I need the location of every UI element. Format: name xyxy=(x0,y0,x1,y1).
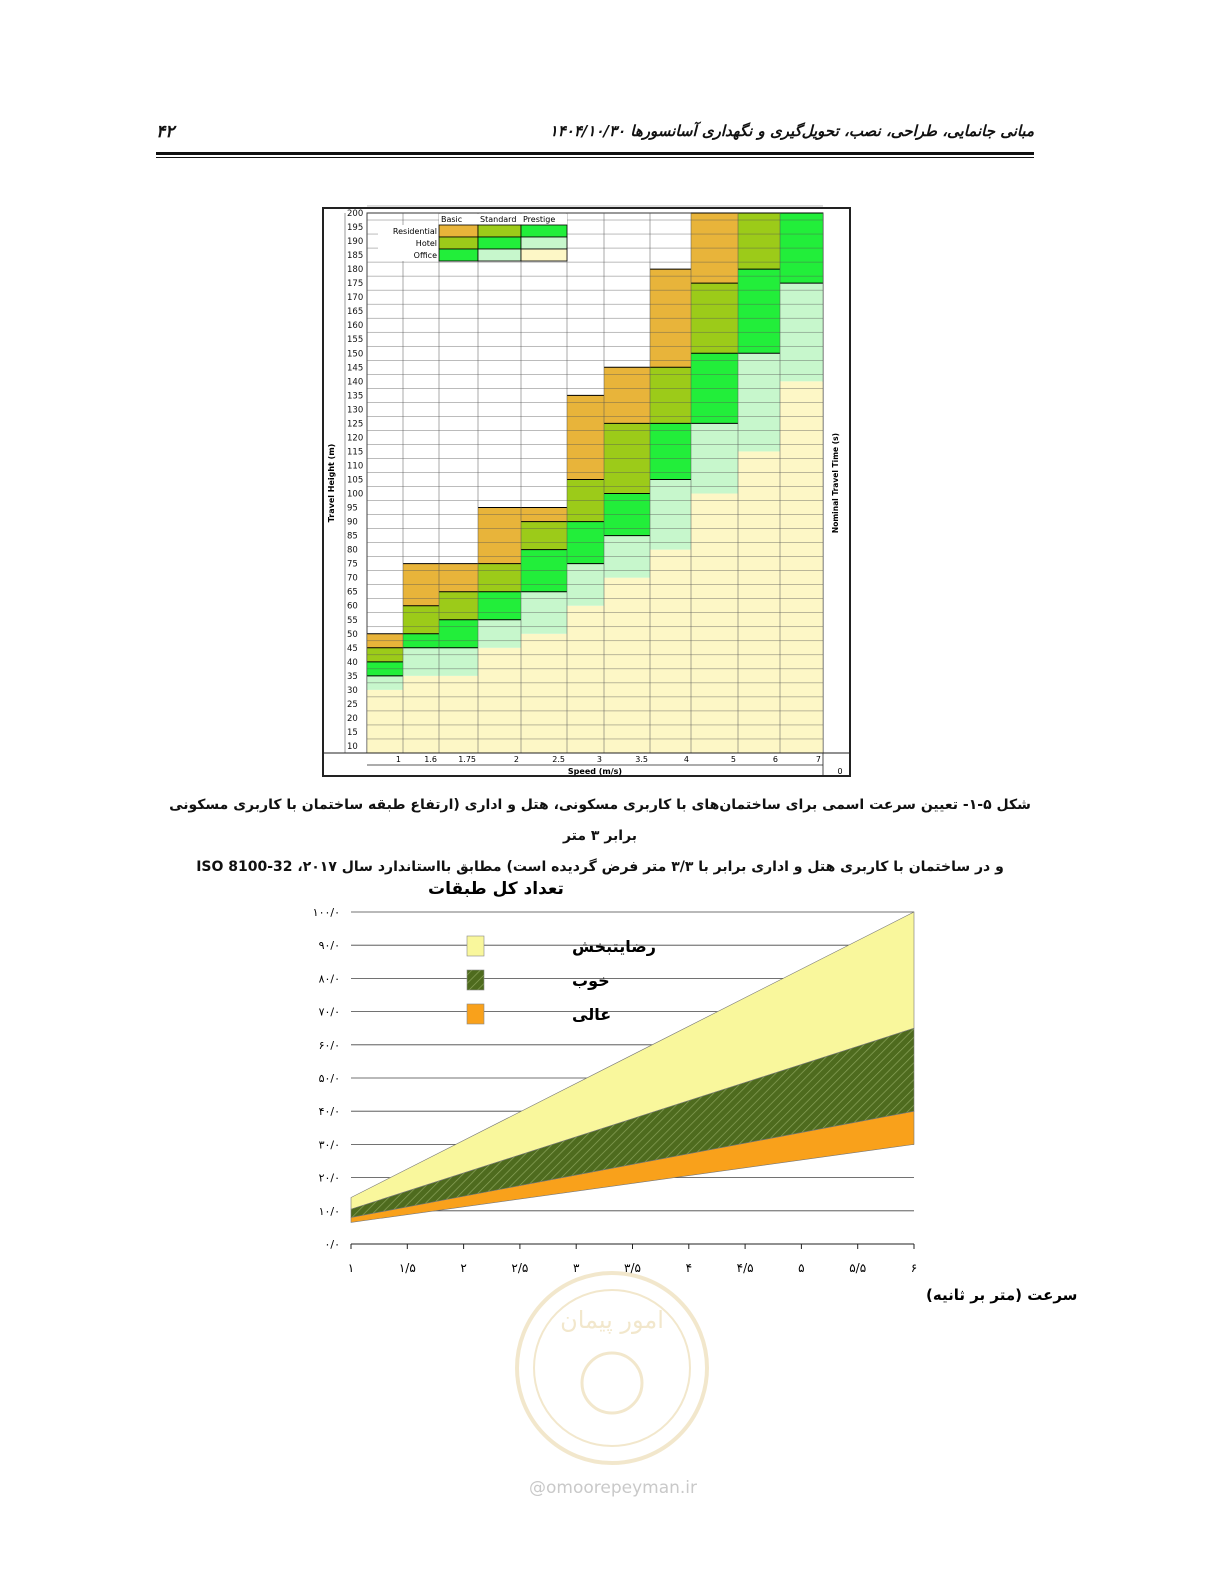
y-tick-label: ۶۰/۰ xyxy=(318,1038,340,1052)
cell-band xyxy=(650,423,691,479)
y-tick-label: 180 xyxy=(347,265,364,276)
y-tick-label: 110 xyxy=(347,461,364,472)
x-tick-label: 4 xyxy=(683,755,689,764)
y-tick-label: 15 xyxy=(347,727,358,738)
y-tick-label: ۹۰/۰ xyxy=(318,939,340,953)
cell-band xyxy=(604,367,650,423)
cell-beyond xyxy=(521,634,567,753)
cell-band xyxy=(650,367,691,423)
y-tick-label: 185 xyxy=(347,251,364,262)
cell-band xyxy=(738,213,780,269)
y-tick-label: ۵۰/۰ xyxy=(318,1072,340,1085)
corner-value: 0 xyxy=(837,767,843,776)
y-tick-label: 75 xyxy=(347,559,358,570)
y-tick-label: 40 xyxy=(347,657,358,668)
cell-beyond xyxy=(780,381,823,753)
figure-1-caption-line1: شکل ۵-۱- تعیین سرعت اسمی برای ساختمان‌های با کاربری مسکونی، هتل و اداری (ارتفاع طبقه ساختمان با کاربری مسکونی برابر ۳ متر xyxy=(169,797,1031,844)
x-tick-label: 2.5 xyxy=(552,755,565,764)
y-axis-title: تعداد کل طبقات xyxy=(428,879,564,899)
y-tick-label: 30 xyxy=(347,685,358,696)
legend-swatch xyxy=(439,225,478,237)
legend-column-header: Prestige xyxy=(523,215,556,224)
y-tick-label: 140 xyxy=(347,377,364,388)
cell-beyond xyxy=(403,676,439,753)
legend-row-label: Hotel xyxy=(415,239,437,248)
watermark-logo xyxy=(512,1268,712,1468)
y-tick-label: 95 xyxy=(347,503,358,514)
x-tick-label: 1 xyxy=(395,755,401,764)
y-tick-label: 190 xyxy=(347,237,364,248)
y-tick-label: 60 xyxy=(347,601,358,612)
legend xyxy=(467,936,656,1024)
y-tick-label: 145 xyxy=(347,363,364,374)
legend-swatch xyxy=(521,249,567,261)
y-tick-label: 55 xyxy=(347,615,358,626)
x-tick-label: 3.5 xyxy=(635,755,648,764)
legend-label: رضایتبخش xyxy=(572,937,656,956)
page-header xyxy=(156,118,1034,158)
cell-band xyxy=(478,508,521,564)
y-tick-label: ۷۰/۰ xyxy=(318,1005,340,1019)
x-tick-label: ۶ xyxy=(910,1261,918,1275)
figure-2-floors-chart xyxy=(300,870,1078,1310)
legend-swatch xyxy=(521,225,567,237)
x-tick-label: ۱/۵ xyxy=(398,1261,416,1275)
x-tick-label: ۳ xyxy=(572,1261,580,1275)
x-tick-label: ۲ xyxy=(460,1261,467,1275)
legend-column-header: Basic xyxy=(441,215,463,224)
y-tick-label: 90 xyxy=(347,517,358,528)
legend-swatch xyxy=(439,249,478,261)
y-tick-label: 85 xyxy=(347,531,358,542)
legend-row-label: Office xyxy=(413,251,437,260)
cell-band xyxy=(439,620,478,648)
y-tick-label: 65 xyxy=(347,587,358,598)
cell-beyond xyxy=(567,606,604,753)
y-tick-label: 155 xyxy=(347,335,364,346)
running-title: مبانی جانمایی، طراحی، نصب، تحویل‌گیری و نگهداری آسانسورها ۱۴۰۴/۱۰/۳۰ xyxy=(549,122,1034,140)
legend-label: عالی xyxy=(572,1005,612,1024)
y-tick-label: 165 xyxy=(347,307,364,318)
x-tick-label: ۱ xyxy=(347,1261,355,1275)
y-tick-label: 135 xyxy=(347,391,364,402)
legend-swatch xyxy=(467,970,484,990)
y-tick-label: 200 xyxy=(347,209,364,219)
y-tick-label: 25 xyxy=(347,699,358,710)
y-tick-label: ۳۰/۰ xyxy=(318,1138,340,1152)
y-tick-label: 50 xyxy=(347,629,358,640)
y-tick-label: 130 xyxy=(347,405,364,416)
right-axis-label: Nominal Travel Time (s) xyxy=(831,432,840,534)
legend-swatch xyxy=(439,237,478,249)
cell-band xyxy=(478,592,521,620)
x-tick-label: ۴ xyxy=(685,1261,693,1275)
watermark-site: @omoorepeyman.ir xyxy=(528,1478,698,1498)
cell-band xyxy=(403,606,439,634)
y-tick-label: 35 xyxy=(347,671,358,682)
figure-1-caption-line2: و در ساختمان با کاربری هتل و اداری برابر با ۳/۳ متر فرض گردیده است) مطابق بااستاندارد سال ۲۰۱۷، ISO 8100-32 xyxy=(196,859,1004,875)
x-axis-label: Speed (m/s) xyxy=(567,767,623,776)
cell-band xyxy=(439,564,478,592)
y-tick-label: 125 xyxy=(347,419,364,430)
y-tick-label: ۲۰/۰ xyxy=(318,1171,340,1185)
y-tick-label: 105 xyxy=(347,475,364,486)
header-rule-thin xyxy=(156,157,1034,158)
legend-swatch xyxy=(478,225,521,237)
cell-band xyxy=(567,395,604,479)
y-tick-label: 80 xyxy=(347,545,358,556)
cell-prestige-office xyxy=(439,648,478,676)
y-tick-label: 150 xyxy=(347,349,364,360)
cell-prestige-office xyxy=(478,620,521,648)
x-tick-label: ۲/۵ xyxy=(511,1261,529,1275)
cell-band xyxy=(478,564,521,592)
y-tick-label: 70 xyxy=(347,573,358,584)
legend-swatch xyxy=(467,1004,484,1024)
y-axis-label: Travel Height (m) xyxy=(327,443,336,523)
y-tick-label: 20 xyxy=(347,713,358,724)
y-tick-label: ۸۰/۰ xyxy=(318,972,340,986)
y-tick-label: 115 xyxy=(347,447,364,458)
x-tick-label: 3 xyxy=(596,755,602,764)
y-tick-label: ۱۰۰/۰ xyxy=(312,906,340,919)
x-tick-label: 2 xyxy=(513,755,519,764)
cell-beyond xyxy=(650,550,691,753)
legend-swatch xyxy=(521,237,567,249)
y-tick-label: 120 xyxy=(347,433,364,444)
x-tick-label: ۴/۵ xyxy=(736,1261,754,1275)
y-tick-label: 100 xyxy=(347,489,364,500)
x-tick-label: ۳/۵ xyxy=(624,1261,641,1275)
y-tick-label: 10 xyxy=(347,741,358,752)
cell-prestige-office xyxy=(403,648,439,676)
cell-beyond xyxy=(604,578,650,753)
cell-beyond xyxy=(367,690,403,753)
cell-beyond xyxy=(478,648,521,753)
legend-swatch xyxy=(478,237,521,249)
legend-column-header: Standard xyxy=(480,215,517,224)
cell-beyond xyxy=(439,676,478,753)
y-tick-label: ۴۰/۰ xyxy=(318,1105,340,1119)
cell-band xyxy=(738,269,780,353)
legend-row-label: Residential xyxy=(392,227,437,236)
x-tick-label: ۵ xyxy=(798,1261,805,1275)
header-rule xyxy=(156,152,1034,155)
figure-1-speed-matrix xyxy=(320,205,855,780)
y-tick-label: 175 xyxy=(347,279,364,290)
legend-swatch xyxy=(467,936,484,956)
x-tick-label: 6 xyxy=(772,755,778,764)
y-tick-label: 160 xyxy=(347,321,364,332)
y-tick-label: 45 xyxy=(347,643,358,654)
x-tick-label: 1.75 xyxy=(458,755,476,764)
y-tick-label: 170 xyxy=(347,293,364,304)
cell-band xyxy=(439,592,478,620)
cell-beyond xyxy=(691,494,738,753)
cell-beyond xyxy=(738,451,780,753)
legend-label: خوب xyxy=(572,971,610,990)
y-tick-label: ۱۰/۰ xyxy=(318,1204,340,1218)
legend-swatch xyxy=(478,249,521,261)
x-tick-label: 1.6 xyxy=(424,755,437,764)
watermark-logo-text: امور پیمان xyxy=(560,1306,664,1334)
x-tick-label: 7 xyxy=(815,755,821,764)
x-axis-title: سرعت (متر بر ثانیه) xyxy=(926,1286,1078,1304)
page-number: ۴۲ xyxy=(156,122,175,142)
x-tick-label: ۵/۵ xyxy=(849,1261,867,1275)
y-tick-label: ۰/۰ xyxy=(324,1238,340,1251)
x-tick-label: 5 xyxy=(730,755,736,764)
y-tick-label: 195 xyxy=(347,223,364,234)
cell-band xyxy=(521,522,567,550)
